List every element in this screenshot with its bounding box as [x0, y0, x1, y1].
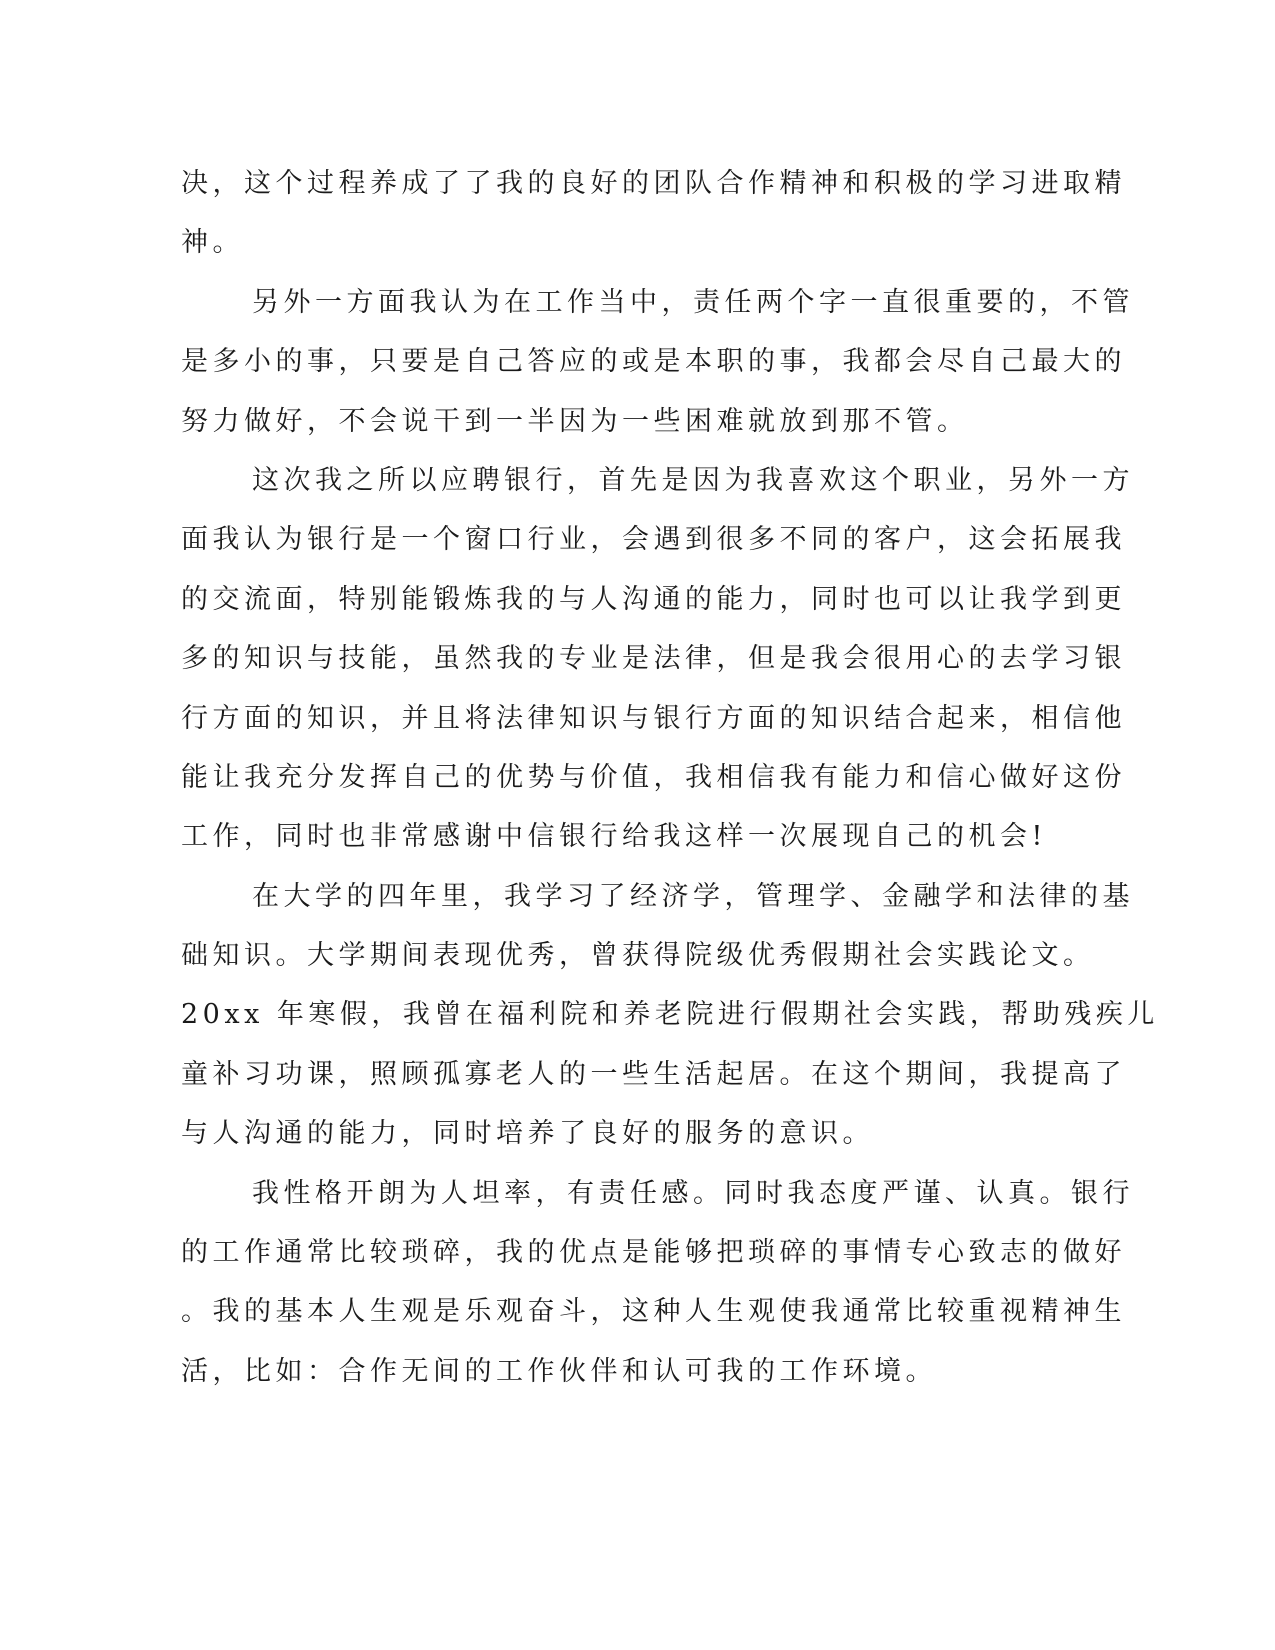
- text-line: 工作，同时也非常感谢中信银行给我这样一次展现自己的机会!: [181, 821, 1047, 853]
- paragraph-university: [181, 867, 1159, 1164]
- text-line: 我性格开朗为人坦率，有责任感。同时我态度严谨、认真。银行: [252, 1177, 1134, 1209]
- text-line: 在大学的四年里，我学习了经济学，管理学、金融学和法律的基: [252, 880, 1134, 912]
- text-line: 的工作通常比较琐碎，我的优点是能够把琐碎的事情专心致志的做好: [181, 1237, 1126, 1269]
- paragraph-personality: [181, 1164, 1134, 1402]
- text-line: 多的知识与技能，虽然我的专业是法律，但是我会很用心的去学习银: [181, 643, 1126, 675]
- text-line: 童补习功课，照顾孤寡老人的一些生活起居。在这个期间，我提高了: [181, 1058, 1126, 1090]
- document-body: [181, 154, 1159, 1401]
- text-line: 是多小的事，只要是自己答应的或是本职的事，我都会尽自己最大的: [181, 346, 1126, 378]
- text-line: 。我的基本人生观是乐观奋斗，这种人生观使我通常比较重视精神生: [181, 1296, 1126, 1328]
- text-line: 决，这个过程养成了了我的良好的团队合作精神和积极的学习进取精: [181, 168, 1126, 199]
- text-line: 础知识。大学期间表现优秀，曾获得院级优秀假期社会实践论文。: [181, 940, 1095, 972]
- text-line: 行方面的知识，并且将法律知识与银行方面的知识结合起来，相信他: [181, 702, 1126, 734]
- text-line: 另外一方面我认为在工作当中，责任两个字一直很重要的，不管: [252, 286, 1134, 318]
- paragraph-teamwork: [181, 154, 1126, 273]
- text-line: 面我认为银行是一个窗口行业，会遇到很多不同的客户，这会拓展我: [181, 524, 1126, 556]
- text-line: 这次我之所以应聘银行，首先是因为我喜欢这个职业，另外一方: [252, 464, 1134, 496]
- text-line: 活，比如：合作无间的工作伙伴和认可我的工作环境。: [181, 1355, 937, 1387]
- text-line: 努力做好，不会说干到一半因为一些困难就放到那不管。: [181, 405, 969, 437]
- paragraph-responsibility: [181, 273, 1134, 451]
- text-line: 神。: [181, 227, 244, 259]
- text-line: 20xx 年寒假，我曾在福利院和养老院进行假期社会实践，帮助残疾儿: [181, 999, 1159, 1031]
- text-line: 能让我充分发挥自己的优势与价值，我相信我有能力和信心做好这份: [181, 761, 1126, 793]
- text-line: 与人沟通的能力，同时培养了良好的服务的意识。: [181, 1118, 874, 1150]
- text-line: 的交流面，特别能锻炼我的与人沟通的能力，同时也可以让我学到更: [181, 583, 1126, 615]
- paragraph-bank-application: [181, 451, 1134, 867]
